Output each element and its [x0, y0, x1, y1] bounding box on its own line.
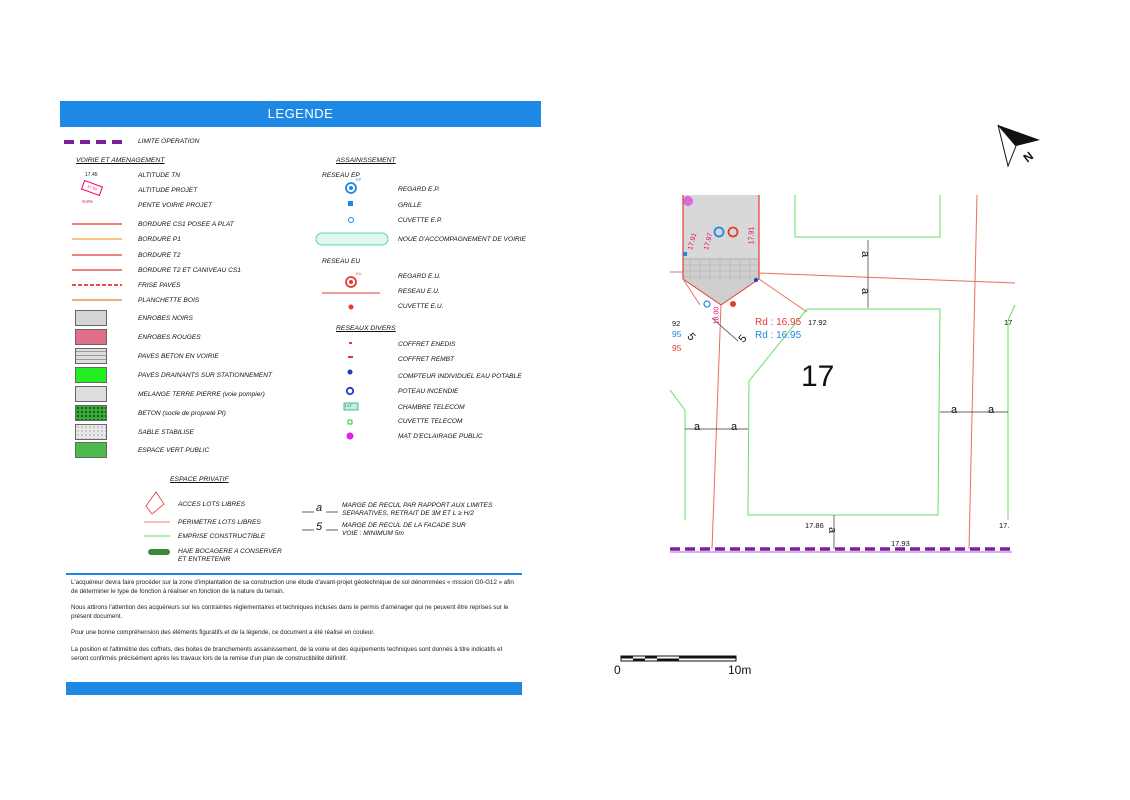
- eu-item-1: RESEAU E.U.: [398, 288, 440, 295]
- voirie-item-8: PLANCHETTE BOIS: [138, 297, 200, 304]
- alt-right-bottom: 17.: [999, 521, 1010, 530]
- alt-left-3: 95: [672, 343, 682, 353]
- voirie-item-5: BORDURE T2: [138, 252, 181, 259]
- prive-item-2: EMPRISE CONSTRUCTIBLE: [178, 533, 266, 540]
- divers-item-5: CUVETTE TELECOM: [398, 418, 463, 425]
- voirie-item-0: ALTITUDE TN: [138, 172, 181, 179]
- marge-a-text-1: MARGE DE RECUL PAR RAPPORT AUX LIMITES: [342, 502, 493, 509]
- voirie-item-6: BORDURE T2 ET CANIVEAU CS1: [138, 267, 241, 274]
- voirie-item-15: SABLE STABILISE: [138, 429, 194, 436]
- marge-a-top-2: a: [859, 287, 872, 295]
- marge-5-text-2: VOIE : MINIMUM 5m: [342, 530, 404, 537]
- voirie-item-9: ENROBES NOIRS: [138, 315, 193, 322]
- marge-a-left-2: a: [731, 421, 738, 433]
- prive-item-3: HAIE BOCAGERE A CONSERVER: [178, 548, 282, 555]
- voirie-item-3: BORDURE CS1 POSEE A PLAT: [138, 221, 234, 228]
- marge-5-text-1: MARGE DE RECUL DE LA FACADE SUR: [342, 522, 466, 529]
- telecom-tag: L1T: [345, 403, 352, 408]
- divers-item-3: POTEAU INCENDIE: [398, 388, 459, 395]
- alt-left-1: 92: [672, 319, 681, 328]
- alt-left-2: 95: [672, 329, 682, 339]
- voirie-item-1: ALTITUDE PROJET: [138, 187, 198, 194]
- road-alt-1: 17.91: [687, 232, 699, 251]
- ep-item-2: CUVETTE E.P.: [398, 217, 443, 224]
- divers-item-4: CHAMBRE TELECOM: [398, 404, 465, 411]
- marge-5-symbol: 5: [316, 521, 323, 533]
- road-area: [683, 195, 759, 307]
- alt-right-top: 17: [1004, 318, 1013, 327]
- voirie-item-16: ESPACE VERT PUBLIC: [138, 447, 210, 454]
- scale-zero: 0: [614, 663, 621, 677]
- marge-a-symbol: a: [316, 502, 323, 514]
- alt-tn-sample: 17.45: [85, 172, 98, 178]
- pente-sample: -0.8%: [81, 199, 93, 204]
- divers-title: RESEAUX DIVERS: [336, 325, 396, 332]
- voirie-item-13: MELANGE TERRE PIERRE (voie pompier): [138, 391, 265, 398]
- marge-a-left-1: a: [694, 421, 701, 433]
- scale-ten: 10m: [728, 663, 752, 677]
- reseau-ep-title: RESEAU EP: [322, 172, 360, 179]
- divers-item-6: MAT D'ECLAIRAGE PUBLIC: [398, 433, 483, 440]
- voirie-item-14: BETON (socle de propreté PI): [138, 410, 226, 417]
- voirie-item-11: PAVES BETON EN VOIRIE: [138, 353, 219, 360]
- alt-projet-sample: 17.50: [81, 180, 103, 196]
- voirie-item-2: PENTE VOIRIE PROJET: [138, 202, 213, 209]
- divers-item-0: COFFRET ENEDIS: [398, 341, 456, 348]
- marge-a-bottom: a: [826, 526, 839, 534]
- voirie-item-12: PAVES DRAINANTS SUR STATIONNEMENT: [138, 372, 273, 379]
- assainissement-title: ASSAINISSEMENT: [336, 157, 396, 164]
- road-alt-2: 17.97: [703, 232, 715, 251]
- road-alt-4: 18.00: [713, 306, 721, 325]
- marge-a-text-2: SEPARATIVES, RETRAIT DE 3M ET L ≥ H/2: [342, 510, 474, 517]
- voirie-title: VOIRIE ET AMENAGEMENT: [76, 157, 165, 164]
- alt-top-label: 17.92: [808, 318, 827, 327]
- limite-operation-label: LIMITE OPERATION: [138, 138, 200, 145]
- eu-tag: EU: [356, 271, 362, 276]
- legend-title: LEGENDE: [60, 101, 541, 127]
- north-label: N: [1020, 148, 1037, 166]
- prive-item-0: ACCES LOTS LIBRES: [178, 501, 246, 508]
- note-1: Nous attirons l'attention des acquéreurs sur les contraintes réglementaires et techniques incluses dans le permis d'aménager qui ne peuvent être reprises sur le présent document.: [71, 604, 509, 620]
- reseau-eu-title: RESEAU EU: [322, 258, 361, 265]
- eu-item-2: CUVETTE E.U.: [398, 303, 444, 310]
- prive-item-4: ET ENTRETENIR: [178, 556, 231, 563]
- note-3: La position et l'altimétrie des coffrets, des boites de branchements assainissement, de la voirie et des équipements techniques sont donnés à titre indicatifs et seront confirmés précisément après les travaux lors de la remise d'un plan de constructibilité définitif.: [71, 646, 503, 662]
- marge-a-right-2: a: [988, 404, 995, 416]
- facade-5-left: 5: [684, 330, 698, 344]
- alt-bottom-mid-label: 17.93: [891, 539, 910, 548]
- prive-title: ESPACE PRIVATIF: [170, 476, 229, 483]
- voirie-item-7: FRISE PAVES: [138, 282, 181, 289]
- marge-a-right-1: a: [951, 404, 958, 416]
- divers-item-2: COMPTEUR INDIVIDUEL EAU POTABLE: [398, 373, 522, 380]
- voirie-item-10: ENROBES ROUGES: [138, 334, 201, 341]
- voirie-item-4: BORDURE P1: [138, 236, 181, 243]
- alt-bottom-left-label: 17.86: [805, 521, 824, 530]
- ep-item-0: REGARD E.P.: [398, 186, 440, 193]
- road-alt-3: 17.91: [748, 226, 756, 245]
- rd-blue-label: Rd : 16.95: [755, 330, 802, 341]
- ep-tag: EP: [356, 177, 362, 182]
- prive-item-1: PERIMETRE LOTS LIBRES: [178, 519, 261, 526]
- rd-red-label: Rd : 16.95: [755, 317, 802, 328]
- note-0: L'acquéreur devra faire procéder sur la zone d'implantation de sa construction une étude d'avant-projet géotechnique de sol dénommées « mission G0-G12 » afin de déterminer le type de fonction à réaliser en fonction de la nature du terrain.: [71, 579, 514, 595]
- facade-5-right: 5: [736, 332, 750, 346]
- scale-bar: [621, 656, 736, 661]
- ep-item-3: NOUE D'ACCOMPAGNEMENT DE VOIRIE: [398, 236, 526, 243]
- eu-item-0: REGARD E.U.: [398, 273, 441, 280]
- note-2: Pour une bonne compréhension des éléments figuratifs et de la légende, ce document a été réalisé en couleur.: [71, 629, 375, 636]
- lot-number: 17: [801, 360, 835, 393]
- marge-a-top-1: a: [859, 250, 872, 258]
- ep-item-1: GRILLE: [398, 202, 422, 209]
- divers-item-1: COFFRET REMBT: [398, 356, 455, 363]
